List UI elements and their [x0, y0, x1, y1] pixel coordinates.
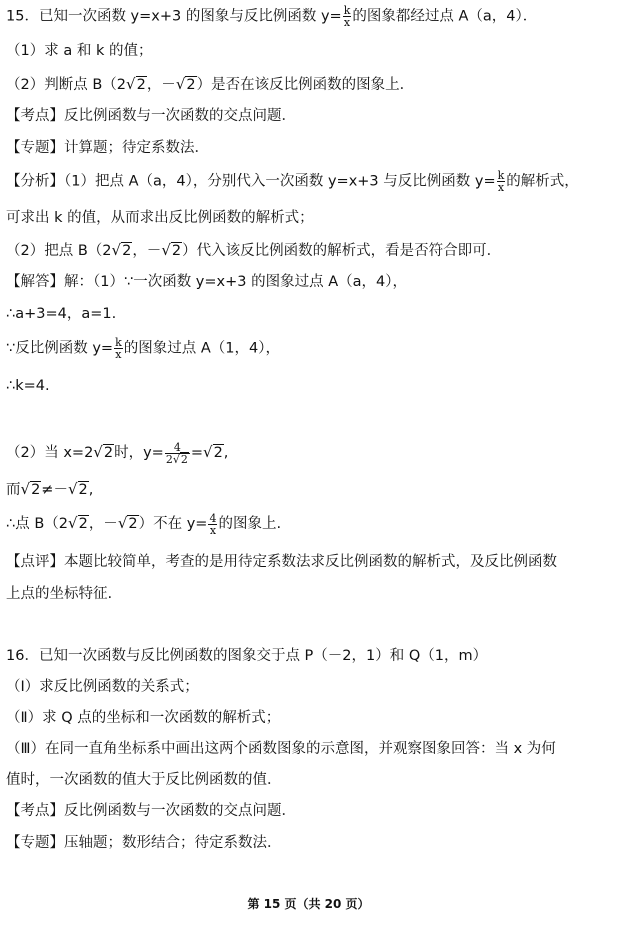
sqrt-2: √2 — [68, 514, 88, 532]
radicand: 2 — [180, 452, 188, 466]
text: = — [190, 445, 203, 461]
text: （2）当 x=2 — [6, 445, 94, 461]
radicand: 2 — [103, 445, 114, 461]
frac-num: k — [343, 4, 351, 17]
text: 的图象上. — [218, 516, 282, 532]
q16-kaodian: 【考点】反比例函数与一次函数的交点问题． — [6, 803, 296, 819]
q15-jieda-3 — [6, 337, 611, 360]
sqrt-2: √2 — [175, 75, 196, 93]
q15-dianping-1: 【点评】本题比较简单，考查的是用待定系数法求反比例函数的解析式，及反比例函数 — [6, 554, 557, 570]
radicand: 2 — [186, 77, 196, 93]
page-footer: 第 15 页（共 20 页） — [247, 897, 370, 911]
radicand: 2 — [171, 243, 182, 259]
radicand: 2 — [213, 445, 223, 461]
fraction-k-over-x — [497, 170, 506, 193]
sqrt-2: √2 — [203, 443, 223, 461]
q16-part1: （Ⅰ）求反比例函数的关系式； — [6, 679, 199, 695]
q15-part1: （1）求 a 和 k 的值； — [6, 43, 153, 59]
radicand: 2 — [128, 516, 138, 532]
q15-jieda-2: ∴a+3=4，a=1. — [6, 306, 117, 322]
radicand: 2 — [78, 516, 88, 532]
text: ∴点 B（2 — [6, 516, 69, 532]
q15-part2 — [6, 73, 611, 96]
sqrt-2: √2 — [172, 452, 188, 466]
q16-zhuanti: 【专题】压轴题；数形结合；待定系数法． — [6, 835, 282, 851]
q15-fenxi-3 — [6, 239, 611, 262]
q15-stem-text-a: 15．已知一次函数 y=x+3 的图象与反比例函数 y= — [6, 8, 342, 25]
frac-num: k — [497, 169, 505, 182]
text: ，－ — [146, 77, 176, 93]
q16-stem: 16．已知一次函数与反比例函数的图象交于点 P（－2，1）和 Q（1，m） — [6, 648, 488, 664]
q15-kaodian: 【考点】反比例函数与一次函数的交点问题． — [6, 108, 296, 124]
q15-jieda-4: ∴k=4. — [6, 378, 50, 394]
sqrt-2: √2 — [111, 241, 132, 259]
text: , — [88, 482, 94, 498]
sqrt-2: √2 — [93, 443, 114, 461]
coef: 2 — [165, 452, 173, 466]
q15-jieda-1: 【解答】解：（1）∵一次函数 y=x+3 的图象过点 A（a，4）， — [6, 274, 407, 290]
frac-den — [165, 454, 190, 465]
frac-num: 4 — [165, 442, 190, 454]
fraction-4-over-2sqrt2 — [165, 442, 190, 465]
q16-part3-cont: 值时，一次函数的值大于反比例函数的值． — [6, 772, 282, 788]
text: 时，y= — [114, 445, 164, 461]
radicand: 2 — [122, 243, 132, 259]
radicand: 2 — [78, 482, 88, 498]
radicand: 2 — [31, 482, 41, 498]
q15-fenxi-2: 可求出 k 的值，从而求出反比例函数的解析式； — [6, 210, 314, 226]
sqrt-2: √2 — [117, 514, 138, 532]
sqrt-2: √2 — [67, 480, 88, 498]
q16-part2: （Ⅱ）求 Q 点的坐标和一次函数的解析式； — [6, 710, 281, 726]
text: ）代入该反比例函数的解析式，看是否符合即可． — [182, 243, 502, 259]
q15-stem-text-b: 的图象都经过点 A（a，4）． — [352, 8, 538, 25]
q15-fenxi-1 — [6, 170, 611, 193]
frac-den: x — [209, 523, 217, 537]
text: 而 — [6, 482, 21, 498]
text: （2）判断点 B（2 — [6, 77, 127, 93]
text: 的解析式， — [506, 173, 579, 190]
q15-jieda-6 — [6, 478, 611, 501]
frac-den: x — [497, 181, 505, 194]
text: （2）把点 B（2 — [6, 243, 112, 259]
frac-num: k — [115, 336, 122, 349]
sqrt-2: √2 — [161, 241, 182, 259]
q16-part3: （Ⅲ）在同一直角坐标系中画出这两个函数图象的示意图，并观察图象回答：当 x 为何 — [6, 741, 556, 757]
q15-stem — [6, 5, 611, 28]
frac-den: x — [343, 16, 351, 29]
text: 【分析】（1）把点 A（a，4），分别代入一次函数 y=x+3 与反比例函数 y= — [6, 173, 496, 190]
frac-den: x — [115, 348, 122, 361]
q15-jieda-5 — [6, 441, 611, 465]
text: ，－ — [88, 516, 118, 532]
q15-jieda-7 — [6, 512, 611, 536]
q15-zhuanti: 【专题】计算题；待定系数法． — [6, 140, 209, 156]
fraction-k-over-x — [114, 337, 123, 360]
text: ∵反比例函数 y= — [6, 340, 114, 357]
text: ）不在 y= — [138, 516, 208, 532]
radicand: 2 — [136, 77, 146, 93]
text: , — [223, 445, 229, 461]
sqrt-2: √2 — [20, 480, 41, 498]
text: ≠－ — [41, 482, 68, 498]
sqrt-2: √2 — [126, 75, 146, 93]
text: 的图象过点 A（1，4）， — [123, 340, 280, 357]
text: ，－ — [132, 243, 162, 259]
frac-num: 4 — [209, 511, 217, 525]
q15-dianping-2: 上点的坐标特征. — [6, 586, 113, 602]
fraction-k-over-x — [343, 5, 352, 28]
text: ）是否在该反比例函数的图象上． — [196, 77, 415, 93]
fraction-4-over-x — [208, 513, 217, 536]
